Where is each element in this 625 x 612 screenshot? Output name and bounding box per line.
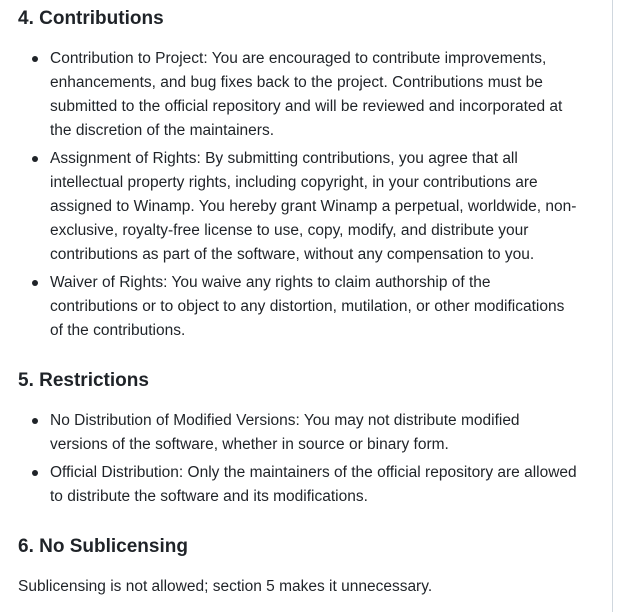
list-item-assignment-of-rights xyxy=(18,147,578,267)
list-item-no-distribution-of-modified-versions xyxy=(18,409,578,457)
list-item-text: Contribution to Project: You are encouraged to contribute improvements, enhancements, and bug fixes back to the project. Contributions must be submitted to the official repository and will be reviewed and incorporated at the discretion of the maintainers. xyxy=(50,50,563,139)
section-no-sublicensing xyxy=(18,535,612,599)
bullet-icon xyxy=(32,56,38,62)
list-item-text: No Distribution of Modified Versions: You may not distribute modified versions of the software, whether in source or binary form. xyxy=(50,412,520,453)
section-heading-no-sublicensing: 6. No Sublicensing xyxy=(18,536,188,557)
section-paragraph: Sublicensing is not allowed; section 5 makes it unnecessary. xyxy=(18,578,433,595)
contributions-list xyxy=(18,47,612,343)
list-item-text: Official Distribution: Only the maintainers of the official repository are allowed to distribute the software and its modifications. xyxy=(50,464,577,505)
list-item-official-distribution xyxy=(18,461,578,509)
content-divider xyxy=(612,0,613,612)
section-heading-contributions: 4. Contributions xyxy=(18,8,164,29)
list-item-text: Waiver of Rights: You waive any rights to claim authorship of the contributions or to object to any distortion, mutilation, or other modifications of the contributions. xyxy=(50,274,565,339)
bullet-icon xyxy=(32,470,38,476)
list-item-text: Assignment of Rights: By submitting contributions, you agree that all intellectual property rights, including copyright, in your contributions are assigned to Winamp. You hereby grant Winamp a perpetual, worldwide, non-exclusive, royalty-free license to use, copy, modify, and distribute your contributions as part of the software, without any compensation to you. xyxy=(50,150,577,263)
bullet-icon xyxy=(32,280,38,286)
list-item-waiver-of-rights xyxy=(18,271,578,343)
list-item-contribution-to-project xyxy=(18,47,578,143)
section-heading-restrictions: 5. Restrictions xyxy=(18,370,149,391)
section-restrictions xyxy=(18,369,612,509)
section-contributions xyxy=(18,0,612,343)
restrictions-list xyxy=(18,409,612,509)
bullet-icon xyxy=(32,156,38,162)
bullet-icon xyxy=(32,418,38,424)
